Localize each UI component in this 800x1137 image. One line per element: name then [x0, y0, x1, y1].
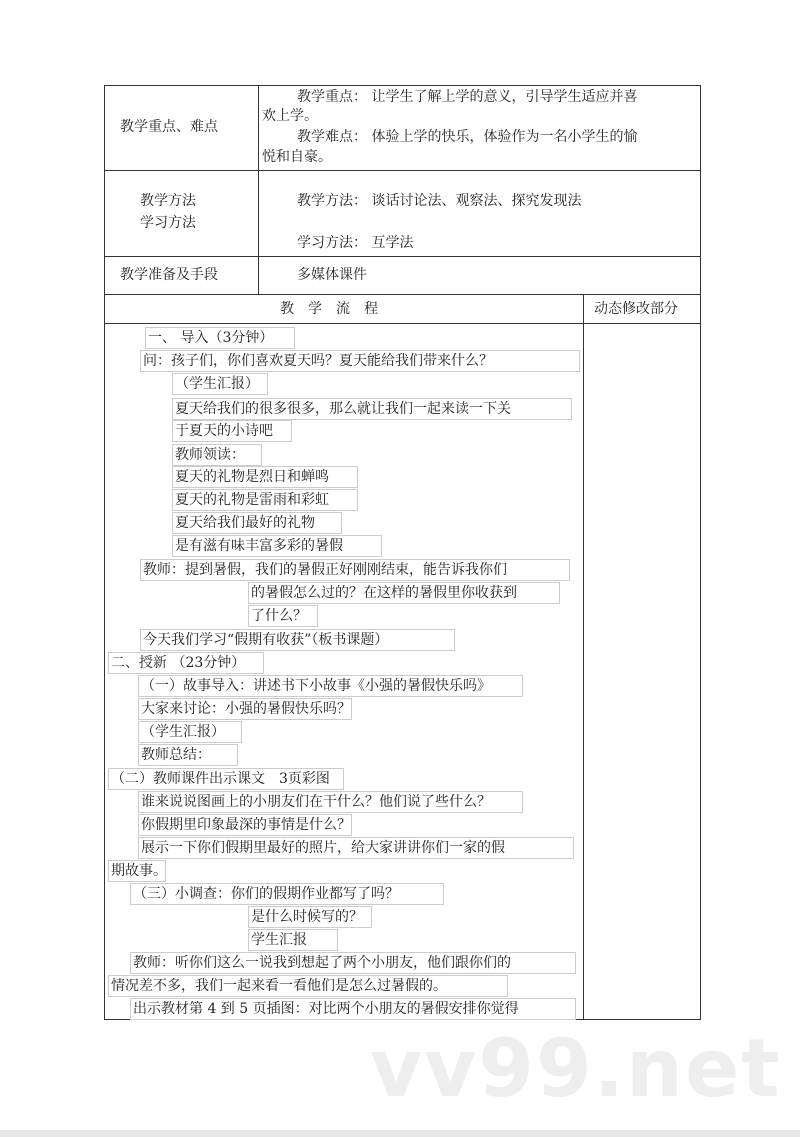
flow-line: 二、授新 （23分钟）: [108, 652, 264, 674]
col-divider: [583, 294, 584, 1020]
flow-line: 的暑假怎么过的？在这样的暑假里你收获到: [248, 582, 560, 604]
key-points-label: 教学重点、难点: [120, 119, 218, 135]
row-divider: [104, 170, 701, 171]
flow-line: 了什么？: [248, 605, 318, 627]
flow-line: 夏天给我们最好的礼物: [172, 512, 342, 534]
flow-line: 情况差不多，我们一起来看一看他们是怎么过暑假的。: [108, 975, 508, 997]
key-points-line: 教学难点： 体验上学的快乐，体验作为一名小学生的愉: [297, 129, 638, 145]
learning-method: 学习方法： 互学法: [297, 235, 414, 251]
flow-line: 是什么时候写的？: [248, 906, 372, 928]
key-points-line: 悦和自豪。: [262, 149, 332, 165]
flow-line: 是有滋有味丰富多彩的暑假: [172, 535, 382, 557]
key-points-line: 教学重点： 让学生了解上学的意义，引导学生适应并喜: [297, 89, 638, 105]
flow-line: （二）教师课件出示课文 3页彩图: [108, 768, 344, 790]
row-divider: [104, 256, 701, 257]
method-label: 学习方法: [140, 215, 196, 231]
col-divider: [258, 85, 259, 294]
table-border-left: [104, 85, 105, 1020]
flow-line: 教师领读：: [172, 444, 262, 466]
row-divider: [104, 294, 701, 295]
flow-line: 夏天的礼物是烈日和蝉鸣: [172, 466, 358, 488]
flow-line: 大家来讨论：小强的暑假快乐吗？: [138, 698, 352, 720]
flow-header: 教 学 流 程: [280, 301, 378, 317]
page-bottom-edge: [0, 1130, 800, 1137]
flow-line: 夏天给我们的很多很多，那么就让我们一起来读一下关: [172, 398, 572, 420]
flow-line: （一）故事导入：讲述书下小故事《小强的暑假快乐吗》: [138, 675, 523, 697]
prep-label: 教学准备及手段: [120, 267, 218, 283]
row-divider: [104, 323, 701, 324]
flow-line: 教师总结：: [138, 744, 238, 766]
flow-line: （学生汇报）: [172, 373, 268, 395]
table-border-top: [104, 85, 701, 86]
flow-line: 今天我们学习“假期有收获”（板书课题）: [140, 629, 455, 651]
dynamic-header: 动态修改部分: [594, 301, 678, 317]
flow-line: 教师：提到暑假，我们的暑假正好刚刚结束，能告诉我你们: [140, 559, 570, 581]
flow-line: 你假期里印象最深的事情是什么？: [138, 814, 352, 836]
flow-line: 谁来说说图画上的小朋友们在干什么？他们说了些什么？: [138, 791, 523, 813]
flow-line: 教师：听你们这么一说我到想起了两个小朋友，他们跟你们的: [130, 952, 576, 974]
teaching-method: 教学方法： 谈话讨论法、观察法、探究发现法: [297, 193, 582, 209]
table-border-right: [700, 85, 701, 1020]
flow-line: 于夏天的小诗吧: [172, 420, 292, 442]
flow-line: 夏天的礼物是雷雨和彩虹: [172, 489, 358, 511]
flow-line: 问：孩子们，你们喜欢夏天吗？夏天能给我们带来什么？: [140, 350, 580, 372]
flow-line: 一、 导入（3分钟）: [145, 327, 295, 349]
key-points-line: 欢上学。: [262, 108, 318, 124]
flow-line: 学生汇报: [248, 929, 338, 951]
flow-line: 展示一下你们假期里最好的照片，给大家讲讲你们一家的假: [138, 837, 574, 859]
flow-line: 出示教材第 4 到 5 页插图：对比两个小朋友的暑假安排你觉得: [130, 998, 576, 1020]
prep-value: 多媒体课件: [297, 267, 367, 283]
flow-line: 期故事。: [108, 860, 166, 882]
flow-line: （三）小调查：你们的假期作业都写了吗？: [130, 883, 444, 905]
flow-line: （学生汇报）: [138, 721, 242, 743]
watermark: vv99.net: [370, 1022, 782, 1115]
method-label: 教学方法: [140, 193, 196, 209]
